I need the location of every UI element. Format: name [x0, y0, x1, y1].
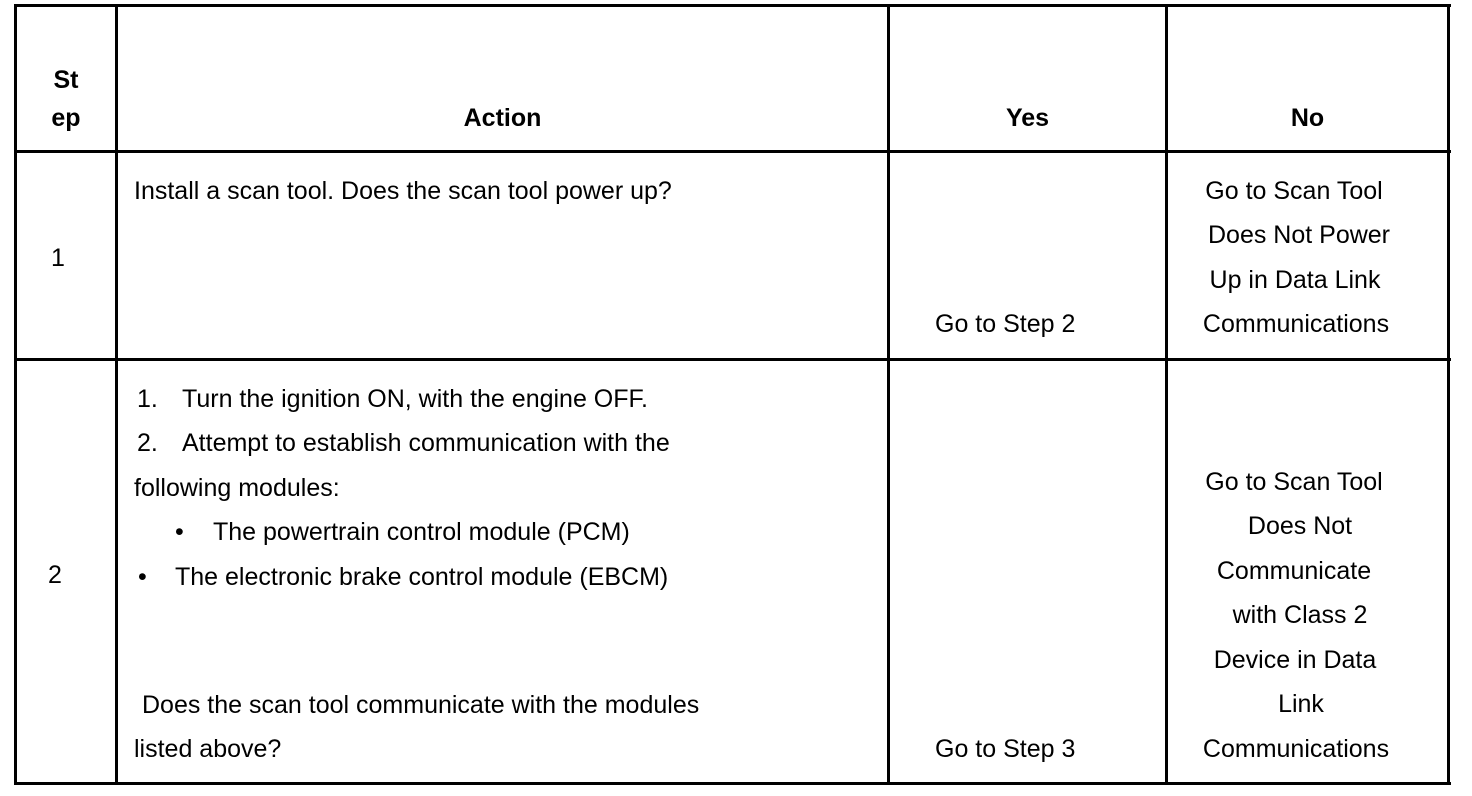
- bullet-icon: •: [175, 518, 184, 546]
- header-action: Action: [463, 104, 542, 132]
- row1-action: Install a scan tool. Does the scan tool power up?: [134, 177, 672, 205]
- row1-bottom-border: [15, 358, 1451, 361]
- row2-no-line7: Communications: [1202, 735, 1390, 763]
- row2-no-line6: Link: [1278, 690, 1324, 718]
- row2-bullet-item: The powertrain control module (PCM): [213, 518, 630, 546]
- row2-step: 2: [48, 561, 62, 589]
- row2-action-item-number: 1.: [137, 385, 158, 413]
- row2-action-item-number: 2.: [137, 429, 158, 457]
- row2-no-line4: with Class 2: [1232, 601, 1368, 629]
- row2-no-line3: Communicate: [1216, 557, 1372, 585]
- header-no: No: [1290, 104, 1325, 132]
- row2-action-item-text: Attempt to establish communication with the: [182, 429, 670, 457]
- row1-step: 1: [51, 244, 65, 272]
- table-right-border: [1447, 4, 1450, 785]
- bullet-icon: •: [138, 563, 147, 591]
- header-step-line2: ep: [51, 104, 81, 132]
- row2-action-item-text: Turn the ignition ON, with the engine OFF.: [182, 385, 648, 413]
- row1-no-line4: Communications: [1202, 310, 1390, 338]
- row2-no-line1: Go to Scan Tool: [1205, 468, 1383, 496]
- row1-no-line1: Go to Scan Tool: [1205, 177, 1383, 205]
- row2-question-line2: listed above?: [134, 735, 282, 763]
- row1-yes: Go to Step 2: [935, 310, 1076, 338]
- row2-no-line5: Device in Data: [1213, 646, 1377, 674]
- row2-action-continuation: following modules:: [134, 474, 340, 502]
- header-step-line1: St: [53, 66, 79, 94]
- header-yes: Yes: [1005, 104, 1050, 132]
- table-bottom-border: [15, 782, 1451, 785]
- header-bottom-border: [15, 150, 1451, 153]
- row2-bullet-item: The electronic brake control module (EBCM): [175, 563, 669, 591]
- row1-no-line2: Does Not Power: [1207, 221, 1391, 249]
- table-top-border: [15, 4, 1451, 7]
- row2-yes: Go to Step 3: [935, 735, 1076, 763]
- row2-no-line2: Does Not: [1247, 512, 1353, 540]
- row1-no-line3: Up in Data Link: [1209, 266, 1381, 294]
- row2-question-line1: Does the scan tool communicate with the modules: [142, 691, 700, 719]
